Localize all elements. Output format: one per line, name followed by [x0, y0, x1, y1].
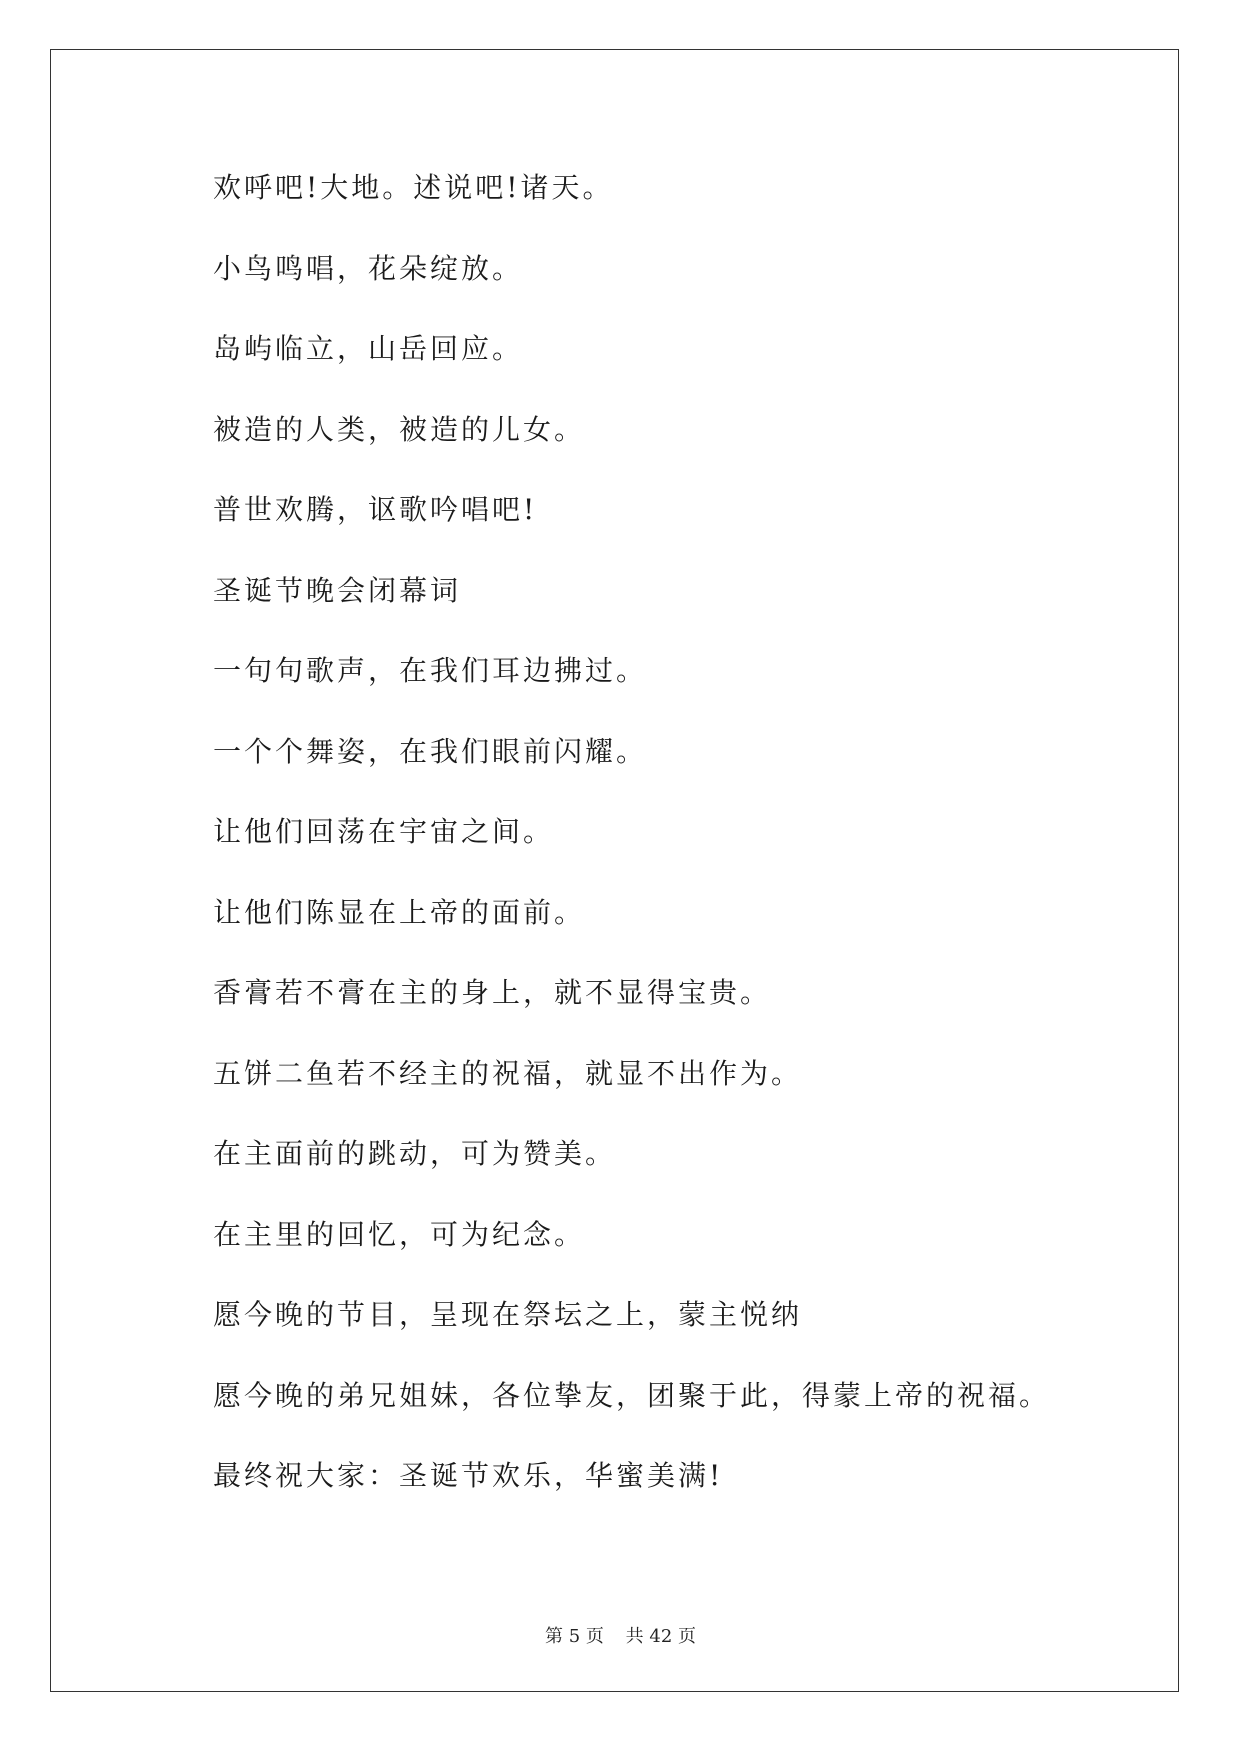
- text-line: 愿今晚的弟兄姐妹，各位挚友，团聚于此，得蒙上帝的祝福。: [213, 1378, 1051, 1412]
- text-line: 欢呼吧!大地。述说吧!诸天。: [213, 171, 614, 204]
- page-number: 第 5 页: [545, 1626, 604, 1647]
- text-line: 让他们陈显在上帝的面前。: [213, 895, 586, 929]
- text-line: 普世欢腾，讴歌吟唱吧!: [213, 493, 538, 526]
- text-line: 最终祝大家：圣诞节欢乐，华蜜美满!: [213, 1459, 724, 1492]
- page-footer: [0, 1626, 1241, 1648]
- page-total: 共 42 页: [625, 1626, 696, 1647]
- text-line: 小鸟鸣唱，花朵绽放。: [213, 251, 524, 285]
- document-body: [213, 168, 1113, 1537]
- text-line: 一个个舞姿，在我们眼前闪耀。: [213, 734, 648, 768]
- text-line: 让他们回荡在宇宙之间。: [213, 815, 555, 848]
- text-line: 在主面前的跳动，可为赞美。: [213, 1137, 617, 1170]
- text-line: 香膏若不膏在主的身上，就不显得宝贵。: [213, 976, 772, 1009]
- text-line: 被造的人类，被造的儿女。: [213, 412, 586, 446]
- text-line: 一句句歌声，在我们耳边拂过。: [213, 654, 648, 687]
- text-line: 在主里的回忆，可为纪念。: [213, 1217, 586, 1251]
- text-line: 岛屿临立，山岳回应。: [213, 332, 524, 365]
- text-line: 愿今晚的节目，呈现在祭坛之上，蒙主悦纳: [213, 1298, 803, 1331]
- text-line: 五饼二鱼若不经主的祝福，就显不出作为。: [213, 1056, 803, 1090]
- section-heading: 圣诞节晚会闭幕词: [213, 573, 462, 607]
